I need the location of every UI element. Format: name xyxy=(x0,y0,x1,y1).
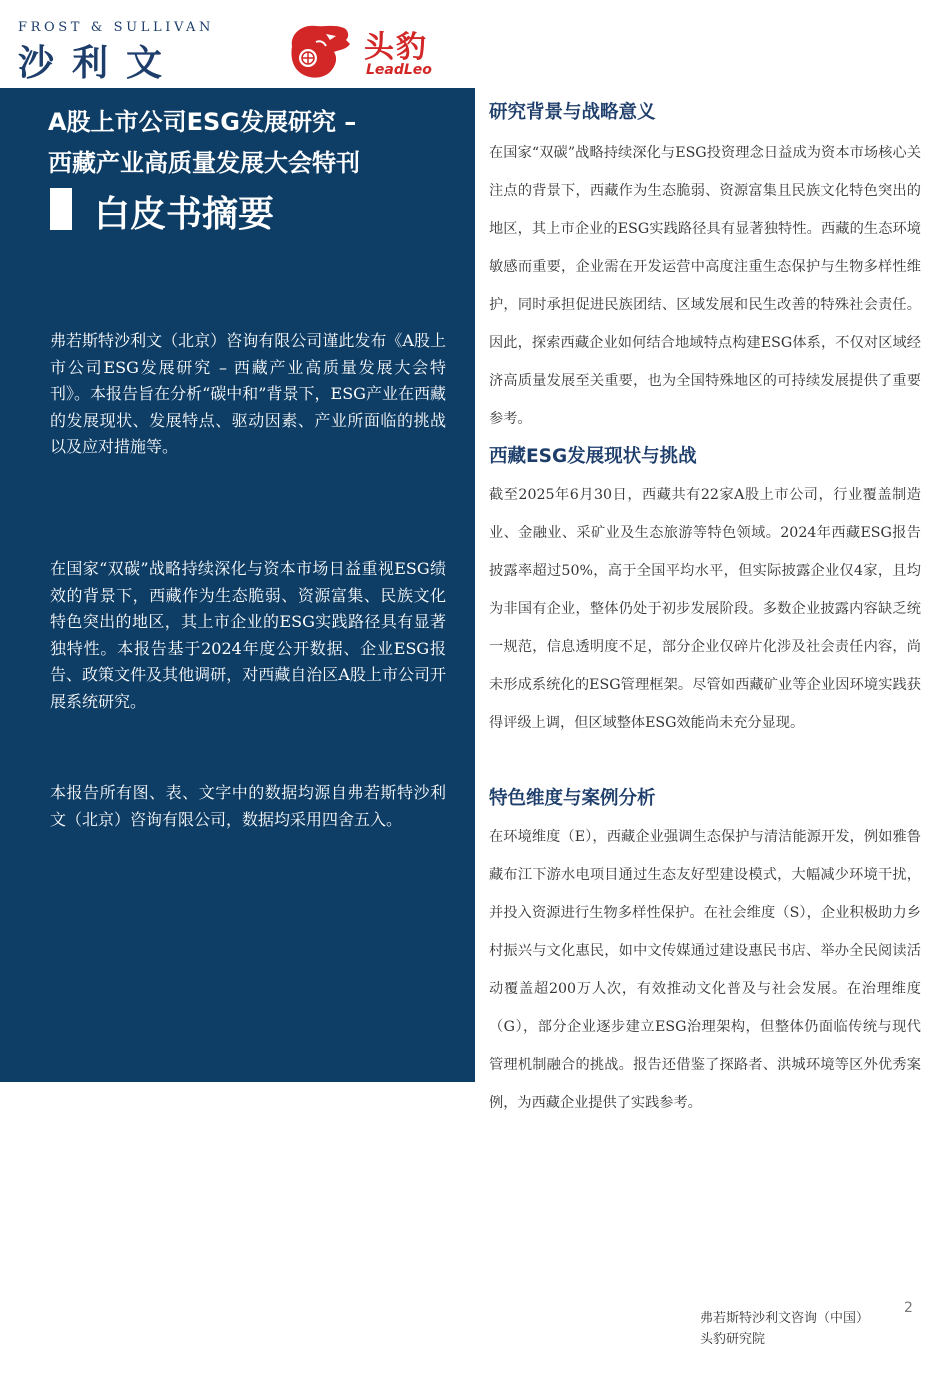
section-body-cases: 在环境维度（E），西藏企业强调生态保护与清洁能源开发，例如雅鲁藏布江下游水电项目通过生态友好型建设模式，大幅减少环境干扰，并投入资源进行生物多样性保护。在社会维度（S），企业积极助力乡村振兴与文化惠民，如中文传媒通过建设惠民书店、举办全民阅读活动覆盖超200万人次，有效推动文化普及与社会发展。在治理维度（G），部分企业逐步建立ESG治理架构，但整体仍面临传统与现代管理机制融合的挑战。报告还借鉴了探路者、洪城环境等区外优秀案例，为西藏企业提供了实践参考。 xyxy=(489,829,921,1111)
summary-panel xyxy=(0,88,475,1082)
section-heading-status: 西藏ESG发展现状与挑战 xyxy=(489,446,697,467)
section-heading-background: 研究背景与战略意义 xyxy=(489,102,656,123)
leopard-head-icon xyxy=(286,22,352,82)
intro-paragraph: 弗若斯特沙利文（北京）咨询有限公司谨此发布《A股上市公司ESG发展研究 – 西藏产业高质量发展大会特刊》。本报告旨在分析“碳中和”背景下，ESG产业在西藏的发展现状、发展特点、驱动因素、产业所面临的挑战以及应对措施等。 xyxy=(50,331,446,456)
leadleo-logo xyxy=(286,20,446,84)
background-paragraph: 在国家“双碳”战略持续深化与资本市场日益重视ESG绩效的背景下，西藏作为生态脆弱、资源富集、民族文化特色突出的地区，其上市企业的ESG实践路径具有显著独特性。本报告基于2024年度公开数据、企业ESG报告、政策文件及其他调研，对西藏自治区A股上市公司开展系统研究。 xyxy=(50,559,446,711)
page-number: 2 xyxy=(904,1300,913,1316)
footer xyxy=(700,1308,920,1350)
frost-sullivan-logo-cn: 沙利文 xyxy=(18,43,181,84)
section-heading-cases: 特色维度与案例分析 xyxy=(489,788,656,809)
footer-institute: 头豹研究院 xyxy=(700,1332,766,1347)
section-body-status: 截至2025年6月30日，西藏共有22家A股上市公司，行业覆盖制造业、金融业、采矿业及生态旅游等特色领域。2024年西藏ESG报告披露率超过50%，高于全国平均水平，但实际披露企业仅4家，且均为非国有企业，整体仍处于初步发展阶段。多数企业披露内容缺乏统一规范，信息透明度不足，部分企业仅碎片化涉及社会责任内容，尚未形成系统化的ESG管理框架。尽管如西藏矿业等企业因环境实践获得评级上调，但区域整体ESG效能尚未充分显现。 xyxy=(489,487,921,731)
report-title-line1: A股上市公司ESG发展研究 – xyxy=(48,108,357,136)
leadleo-logo-en: LeadLeo xyxy=(366,62,432,78)
report-title xyxy=(48,102,458,184)
section-body-background: 在国家“双碳”战略持续深化与ESG投资理念日益成为资本市场核心关注点的背景下，西藏作为生态脆弱、资源富集且民族文化特色突出的地区，其上市企业的ESG实践路径具有显著独特性。西藏的生态环境敏感而重要，企业需在开发运营中高度注重生态保护与生物多样性维护，同时承担促进民族团结、区域发展和民生改善的特殊社会责任。因此，探索西藏企业如何结合地域特点构建ESG体系，不仅对区域经济高质量发展至关重要，也为全国特殊地区的可持续发展提供了重要参考。 xyxy=(489,145,921,427)
footer-company: 弗若斯特沙利文咨询（中国） xyxy=(700,1311,870,1326)
leadleo-logo-cn: 头豹 xyxy=(364,30,428,65)
summary-heading: 白皮书摘要 xyxy=(94,193,275,235)
frost-sullivan-logo xyxy=(18,20,258,84)
section-marker-bar xyxy=(50,188,72,230)
report-title-line2: 西藏产业高质量发展大会特刊 xyxy=(48,149,360,177)
data-source-paragraph: 本报告所有图、表、文字中的数据均源自弗若斯特沙利文（北京）咨询有限公司，数据均采用四舍五入。 xyxy=(50,783,446,829)
frost-sullivan-logo-en: FROST & SULLIVAN xyxy=(18,20,215,35)
